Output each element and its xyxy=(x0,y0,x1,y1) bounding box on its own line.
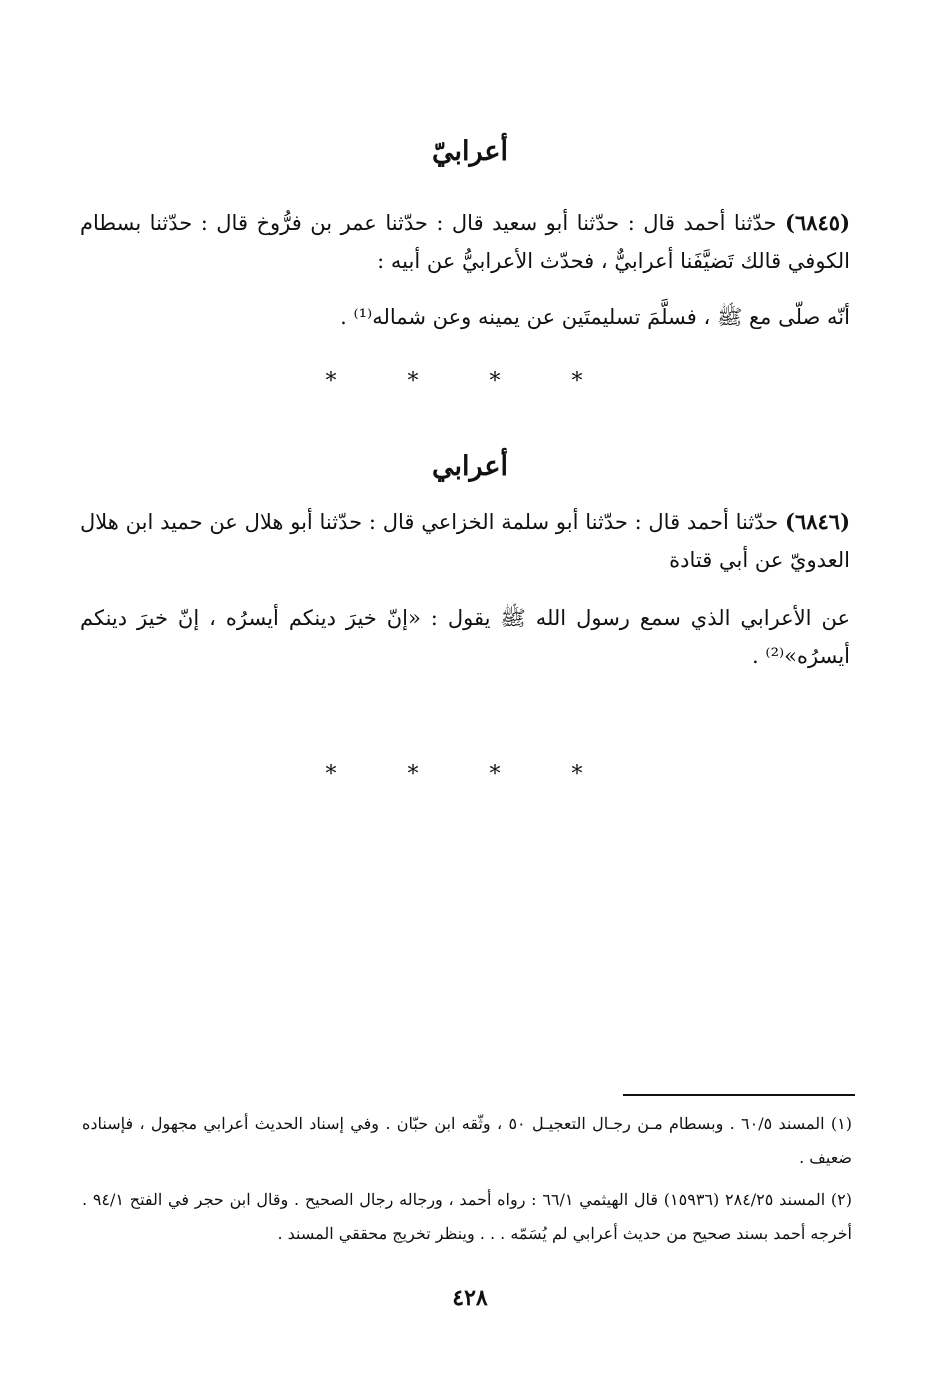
footnote-divider xyxy=(623,1094,855,1096)
section-separator-2: * * * * xyxy=(325,762,615,787)
page-number: ٤٢٨ xyxy=(452,1285,488,1311)
section-heading-1: أعرابيّ xyxy=(431,136,509,167)
hadith-6846-isnad xyxy=(80,503,850,579)
section-heading-2: أعرابي xyxy=(431,451,509,482)
hadith-number: (٦٨٤٥) xyxy=(785,210,850,235)
hadith-number: (٦٨٤٦) xyxy=(785,509,850,534)
section-separator-1: * * * * xyxy=(325,369,615,394)
hadith-6845-matn: أنّه صلّى مع ﷺ ، فسلَّمَ تسليمتَين عن يمينه وعن شماله⁽¹⁾ . xyxy=(340,305,850,329)
hadith-6845-isnad xyxy=(80,204,850,280)
footnote-1: (١) المسند ٦٠/٥ . وبسطام مـن رجـال التعجيـل ٥٠ ، وثّقه ابن حبّان . وفي إسناد الحديث أعرابي مجهول ، فإسناده ضعيف . xyxy=(82,1114,853,1167)
isnad-text: حدّثنا أحمد قال : حدّثنا أبو سعيد قال : حدّثنا عمر بن فرُّوخ قال : حدّثنا بسطام الكوفي قالك تَضيَّفَنا أعرابيٌّ ، فحدّث الأعرابيُّ عن أبيه : xyxy=(80,211,850,273)
isnad-text: حدّثنا أحمد قال : حدّثنا أبو سلمة الخزاعي قال : حدّثنا أبو هلال عن حميد ابن هلال العدويّ عن أبي قتادة xyxy=(80,510,850,572)
footnote-2: (٢) المسند ٢٨٤/٢٥ (١٥٩٣٦) قال الهيثمي ٦٦/١ : رواه أحمد ، ورجاله رجال الصحيح . وقال ابن حجر في الفتح ٩٤/١ . أخرجه أحمد بسند صحيح من حديث أعرابي لم يُسَمّه . . . وينظر تخريج محققي المسند . xyxy=(82,1190,852,1243)
hadith-6846-matn: عن الأعرابي الذي سمع رسول الله ﷺ يقول : «إنّ خيرَ دينكم أيسرُه ، إنّ خيرَ دينكم أيسرُه»⁽²⁾ . xyxy=(80,606,850,668)
